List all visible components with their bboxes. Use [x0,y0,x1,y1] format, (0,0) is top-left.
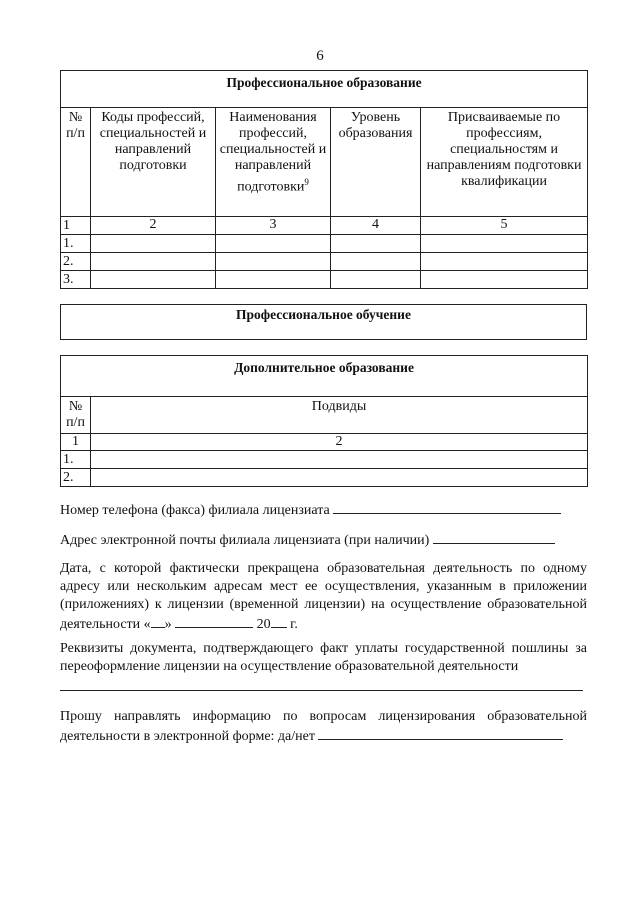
add-education-table [60,355,588,487]
requisites-paragraph: Реквизиты документа, подтверждающего факт уплаты государственной пошлины за переоформление лицензии на осуществление образовательной деятельности [60,641,587,674]
col-header-names-text: Наименования профессий, специальностей и направлений подготовки [219,110,327,195]
table-cell[interactable] [331,271,421,289]
add-education-title: Дополнительное образование [61,356,588,397]
prof-training-table [60,304,587,340]
table-cell[interactable] [91,469,588,487]
col-header-number: № п/п [61,108,91,217]
requisites-input-line[interactable] [60,690,583,691]
table-cell[interactable] [331,253,421,271]
table-row [61,253,588,271]
col-number: 2 [91,217,216,235]
col-header-subtypes: Подвиды [91,397,588,434]
date-year-suffix: г. [290,617,298,632]
table-cell[interactable] [331,235,421,253]
date-year-line[interactable] [271,614,287,628]
table-row [61,469,588,487]
prof-education-title: Профессиональное образование [61,71,588,108]
table-cell[interactable] [91,451,588,469]
table-cell[interactable] [91,271,216,289]
phone-input-line[interactable] [333,500,561,514]
col-number: 4 [331,217,421,235]
table-cell[interactable] [216,235,331,253]
col-header-number: № п/п [61,397,91,434]
col-number: 1 [61,217,91,235]
col-header-qualifications: Присваиваемые по профессиям, специальностям и направлениям подготовки квалификации [421,108,588,217]
table-row [61,235,588,253]
date-month-line[interactable] [175,614,253,628]
date-day-line[interactable] [151,614,165,628]
prof-education-table [60,70,588,289]
col-number: 1 [61,434,91,451]
col-header-codes: Коды профессий, специальностей и направлений подготовки [91,108,216,217]
table-cell[interactable] [421,235,588,253]
email-label: Адрес электронной почты филиала лицензиата (при наличии) [60,533,430,548]
email-field-row [60,530,587,550]
table-cell[interactable] [421,253,588,271]
table-cell[interactable] [216,271,331,289]
table-row [61,451,588,469]
col-number: 2 [91,434,588,451]
table-row [61,271,588,289]
table-cell[interactable] [421,271,588,289]
row-label: 1. [61,451,91,469]
table-cell[interactable] [216,253,331,271]
table-cell[interactable] [91,235,216,253]
page-number: 6 [316,48,324,64]
date-field-paragraph [60,560,587,634]
row-label: 1. [61,235,91,253]
footnote-mark: 9 [304,177,309,187]
date-quote-open: « [143,617,151,632]
date-label: Дата, с которой фактически прекращена образовательная деятельность по одному адресу или нескольким адресам мест ее осуществления, указанным в приложении (приложениях) к лицензии (временной лицензии) на осуществление образовательной деятельности [60,561,587,632]
row-label: 2. [61,469,91,487]
row-label: 2. [61,253,91,271]
col-number: 5 [421,217,588,235]
electronic-form-input-line[interactable] [318,726,563,740]
col-header-level: Уровень образования [331,108,421,217]
phone-label: Номер телефона (факса) филиала лицензиата [60,503,330,518]
phone-field-row [60,500,587,520]
col-header-names [216,108,331,217]
date-quote-close: » [164,617,172,632]
col-number: 3 [216,217,331,235]
electronic-form-paragraph [60,708,587,746]
prof-training-title: Профессиональное обучение [61,305,587,340]
electronic-form-label: Прошу направлять информацию по вопросам лицензирования образовательной деятельности в электронной форме: да/нет [60,709,587,744]
email-input-line[interactable] [433,530,555,544]
table-cell[interactable] [91,253,216,271]
date-year-prefix: 20 [256,617,271,632]
row-label: 3. [61,271,91,289]
